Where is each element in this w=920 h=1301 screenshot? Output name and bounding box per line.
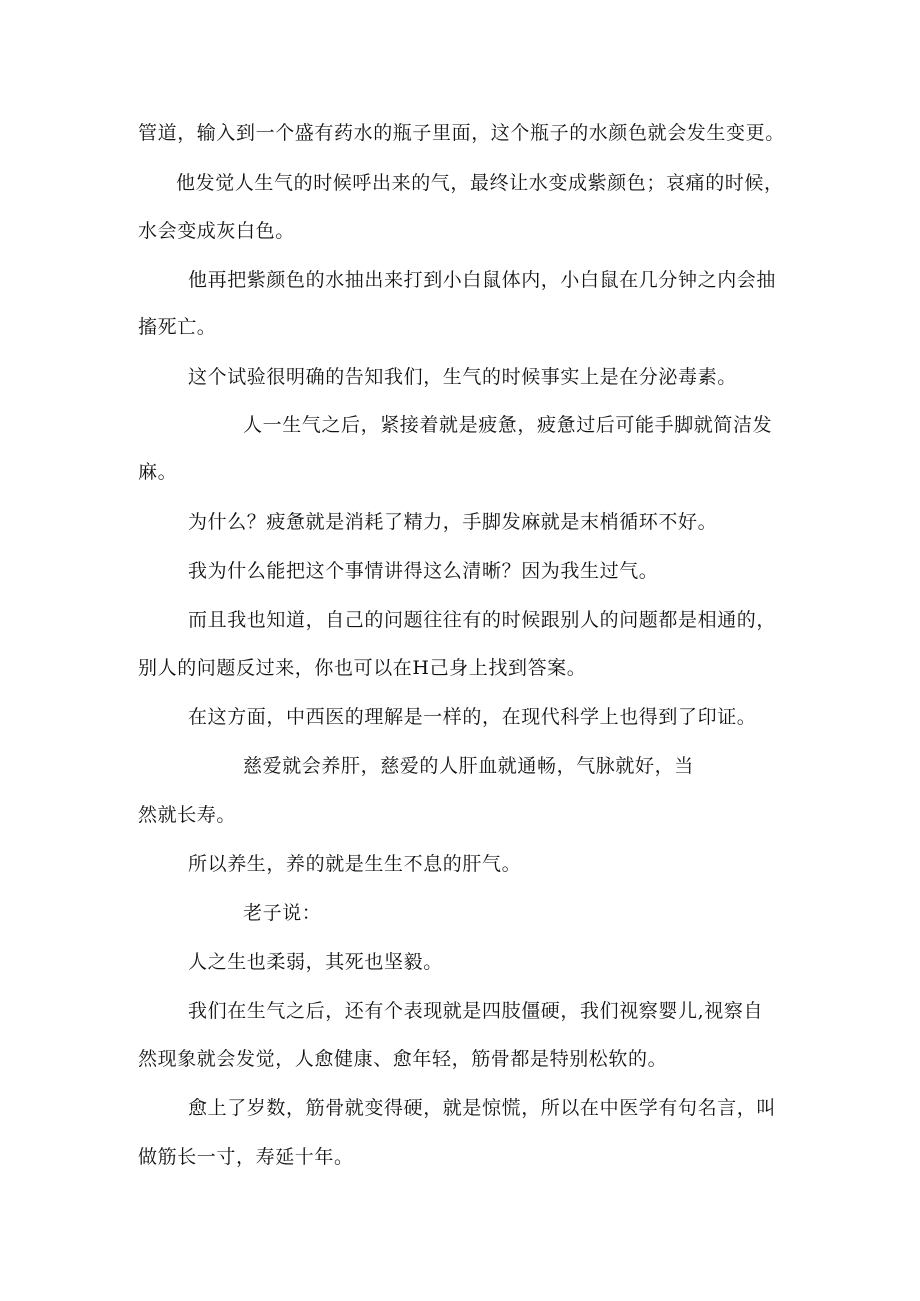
text-line-13: 在这方面，中西医的理解是一样的，在现代科学上也得到了印证。 bbox=[188, 706, 757, 728]
text-line-19: 我们在生气之后，还有个表现就是四肢僵硬，我们视察婴儿,视察自 bbox=[188, 1000, 764, 1022]
text-line-7: 人一生气之后，紧接着就是疲惫，疲惫过后可能手脚就简洁发 bbox=[243, 414, 773, 436]
text-line-14: 慈爱就会养肝，慈爱的人肝血就通畅，气脉就好，当 bbox=[243, 755, 694, 777]
text-line-12: 别人的问题反过来，你也可以在H己身上找到答案。 bbox=[138, 657, 587, 679]
text-line-4: 他再把紫颜色的水抽出来打到小白鼠体内，小白鼠在几分钟之内会抽 bbox=[188, 269, 777, 291]
text-line-3: 水会变成灰白色。 bbox=[138, 220, 295, 242]
text-line-5: 搐死亡。 bbox=[138, 316, 217, 338]
text-line-10: 我为什么能把这个事情讲得这么清晰？因为我生过气。 bbox=[188, 560, 659, 582]
text-line-17: 老子说： bbox=[243, 902, 322, 924]
text-line-9: 为什么？疲惫就是消耗了精力，手脚发麻就是末梢循环不好。 bbox=[188, 511, 718, 533]
text-line-16: 所以养生，养的就是生生不息的肝气。 bbox=[188, 853, 522, 875]
text-line-18: 人之生也柔弱，其死也坚毅。 bbox=[188, 951, 443, 973]
text-line-22: 做筋长一寸，寿延十年。 bbox=[138, 1146, 354, 1168]
text-line-2: 他发觉人生气的时候呼出来的气，最终让水变成紫颜色；哀痛的时候， bbox=[176, 172, 784, 194]
text-line-21: 愈上了岁数，筋骨就变得硬，就是惊慌，所以在中医学有句名言，叫 bbox=[188, 1097, 777, 1119]
text-line-11: 而且我也知道，自己的问题往往有的时候跟别人的问题都是相通的， bbox=[188, 609, 777, 631]
text-line-20: 然现象就会发觉，人愈健康、愈年轻，筋骨都是特别松软的。 bbox=[138, 1048, 668, 1070]
text-line-6: 这个试验很明确的告知我们，生气的时候事实上是在分泌毒素。 bbox=[188, 366, 737, 388]
text-line-1: 管道，输入到一个盛有药水的瓶子里面，这个瓶子的水颜色就会发生变更。 bbox=[138, 122, 785, 144]
text-line-15: 然就长寿。 bbox=[138, 804, 237, 826]
text-line-8: 麻。 bbox=[138, 461, 178, 483]
